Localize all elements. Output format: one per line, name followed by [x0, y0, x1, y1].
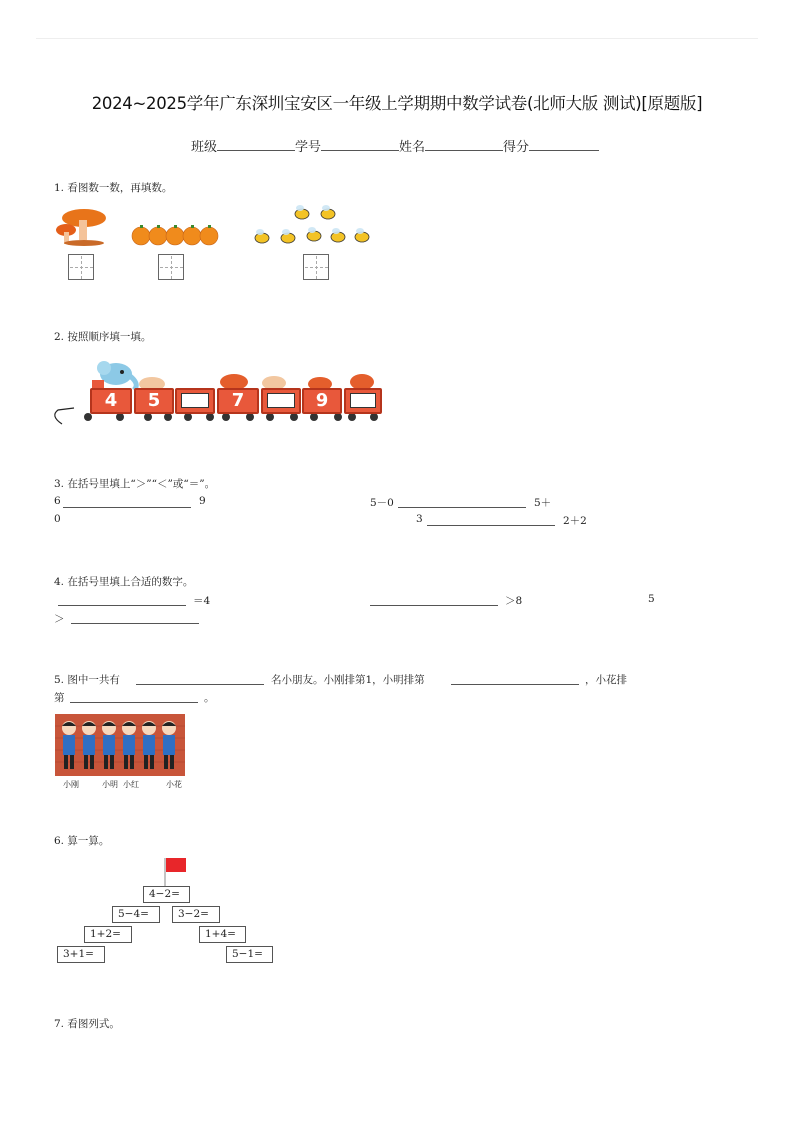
train-car-1: 4: [90, 388, 132, 414]
q3-e2-cont: 0: [54, 513, 61, 525]
calc-box-1[interactable]: 4−2=: [143, 886, 190, 903]
class-blank[interactable]: [217, 139, 295, 151]
q3-e2-right: 5＋: [534, 497, 552, 509]
q5-xiaohua-blank[interactable]: [70, 702, 198, 703]
question-3-label: 3. 在括号里填上“＞”“＜”或“＝”。: [54, 478, 216, 490]
question-6-label: 6. 算一算。: [54, 835, 110, 847]
q3-e1-right: 9: [199, 495, 206, 507]
oranges-image: [130, 222, 220, 248]
score-label: 得分: [503, 140, 530, 155]
q3-e1-blank[interactable]: [63, 507, 191, 508]
question-1-label: 1. 看图数一数，再填数。: [54, 182, 173, 194]
score-blank[interactable]: [529, 139, 599, 151]
calc-box-5[interactable]: 1+4=: [199, 926, 246, 943]
page-title: 2024~2025学年广东深圳宝安区一年级上学期期中数学试卷(北师大版 测试)[原题版]: [91, 94, 703, 113]
question-4-label: 4. 在括号里填上合适的数字。: [54, 576, 194, 588]
info-line: [191, 136, 599, 155]
answer-box-mushroom[interactable]: [68, 254, 94, 280]
child-label-xiaoming: 小明: [102, 780, 118, 789]
q5-total-blank[interactable]: [136, 684, 264, 685]
q5-line2: 第: [54, 692, 65, 704]
train-car-6: 9: [302, 388, 342, 414]
q3-e2-blank[interactable]: [398, 507, 526, 508]
name-label: 姓名: [399, 140, 426, 155]
q5-end: 。: [204, 692, 215, 704]
header-rule: [36, 38, 758, 39]
train-car-5: [261, 388, 301, 414]
mushroom-image: [54, 206, 110, 248]
question-2-label: 2. 按照顺序填一填。: [54, 331, 152, 343]
train-car-4: 7: [217, 388, 259, 414]
q3-e3-right: 2＋2: [563, 515, 587, 527]
bees-image: [252, 204, 374, 248]
q3-e2-left: 5－0: [370, 497, 394, 509]
calc-box-4[interactable]: 1+2=: [84, 926, 132, 943]
train-car-3: [175, 388, 215, 414]
q5-xiaoming-blank[interactable]: [451, 684, 579, 685]
calc-box-6[interactable]: 3+1=: [57, 946, 105, 963]
q5-mid2: ，小花排: [585, 674, 627, 686]
answer-box-oranges[interactable]: [158, 254, 184, 280]
child-label-xiaohong: 小红: [123, 780, 139, 789]
q3-e1-left: 6: [54, 495, 61, 507]
question-7-label: 7. 看图列式。: [54, 1018, 120, 1030]
q4-c-blank[interactable]: [71, 623, 199, 624]
flag-icon: [140, 856, 190, 888]
train-blank-2[interactable]: [267, 393, 295, 408]
train-car-2: 5: [134, 388, 174, 414]
id-blank[interactable]: [321, 139, 399, 151]
calc-box-2[interactable]: 5−4=: [112, 906, 160, 923]
class-label: 班级: [191, 140, 218, 155]
train-blank-3[interactable]: [350, 393, 376, 408]
train-car-7: [344, 388, 382, 414]
q5-mid1: 名小朋友。小刚排第1，小明排第: [271, 674, 425, 686]
calc-box-7[interactable]: 5−1=: [226, 946, 273, 963]
q4-b-blank[interactable]: [370, 605, 498, 606]
q4-c-cont: ＞: [54, 613, 65, 625]
q4-a-right: ＝4: [193, 595, 211, 607]
answer-box-bees[interactable]: [303, 254, 329, 280]
q3-e3-left: 3: [416, 513, 423, 525]
question-5-label: 5. 图中一共有: [54, 674, 120, 686]
train-blank-1[interactable]: [181, 393, 209, 408]
id-label: 学号: [295, 140, 322, 155]
child-label-xiaohua: 小花: [166, 780, 182, 789]
children-image: [55, 714, 185, 776]
q3-e3-blank[interactable]: [427, 525, 555, 526]
calc-box-3[interactable]: 3−2=: [172, 906, 220, 923]
q4-c-left: 5: [648, 593, 655, 605]
name-blank[interactable]: [425, 139, 503, 151]
child-label-xiaogang: 小刚: [63, 780, 79, 789]
q4-b-right: ＞8: [505, 595, 523, 607]
q4-a-blank[interactable]: [58, 605, 186, 606]
